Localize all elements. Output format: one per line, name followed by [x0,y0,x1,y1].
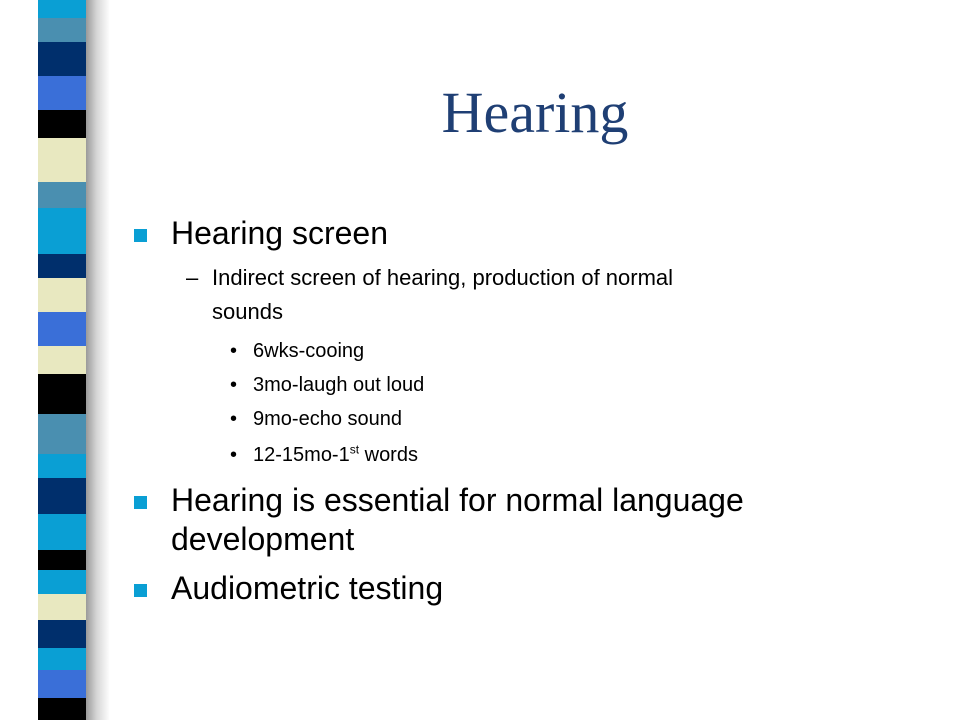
stripe-block [38,550,88,570]
stripe-block [38,76,88,110]
sub-bullet-line-1: Indirect screen of hearing, production of normal [212,265,674,290]
stripe-block [38,138,88,182]
bullet-essential-line-2: development [171,521,355,557]
stripe-block [38,454,88,478]
bullet-audiometric-testing: Audiometric testing [171,570,444,606]
stripe-block [38,0,88,18]
stripe-block [38,570,88,594]
stripe-block [38,278,88,312]
decorative-stripe-bar [38,0,88,720]
stripe-block [38,42,88,76]
milestone-item: 3mo-laugh out loud [253,374,425,396]
sub-bullet-line-2: sounds [212,299,283,324]
bullet-square-icon [134,229,147,242]
dot-marker: • [230,374,238,396]
stripe-block [38,208,88,254]
bullet-hearing-screen: Hearing screen [171,215,388,251]
stripe-block [38,478,88,514]
stripe-block [38,346,88,374]
stripe-block [38,698,88,720]
stripe-shadow [86,0,110,720]
slide-title: Hearing [441,80,629,145]
bullet-essential-line-1: Hearing is essential for normal language [171,482,744,518]
milestone-item: 9mo-echo sound [253,408,402,430]
stripe-block [38,110,88,138]
stripe-block [38,18,88,42]
dot-marker: • [230,408,238,430]
stripe-block [38,312,88,346]
milestone-item: 6wks-cooing [253,340,365,362]
dot-marker: • [230,444,238,466]
stripe-block [38,594,88,620]
stripe-block [38,182,88,208]
stripe-block [38,254,88,278]
dot-marker: • [230,340,238,362]
stripe-block [38,514,88,550]
milestone-superscript: st [349,442,360,457]
stripe-block [38,670,88,698]
stripe-block [38,414,88,454]
milestone-suffix: words [359,444,418,466]
milestone-item [253,442,418,468]
stripe-block [38,648,88,670]
bullet-square-icon [134,584,147,597]
dash-marker: – [186,265,199,290]
milestone-prefix: 12-15mo-1 [253,444,350,466]
stripe-block [38,374,88,414]
stripe-block [38,620,88,648]
bullet-square-icon [134,496,147,509]
